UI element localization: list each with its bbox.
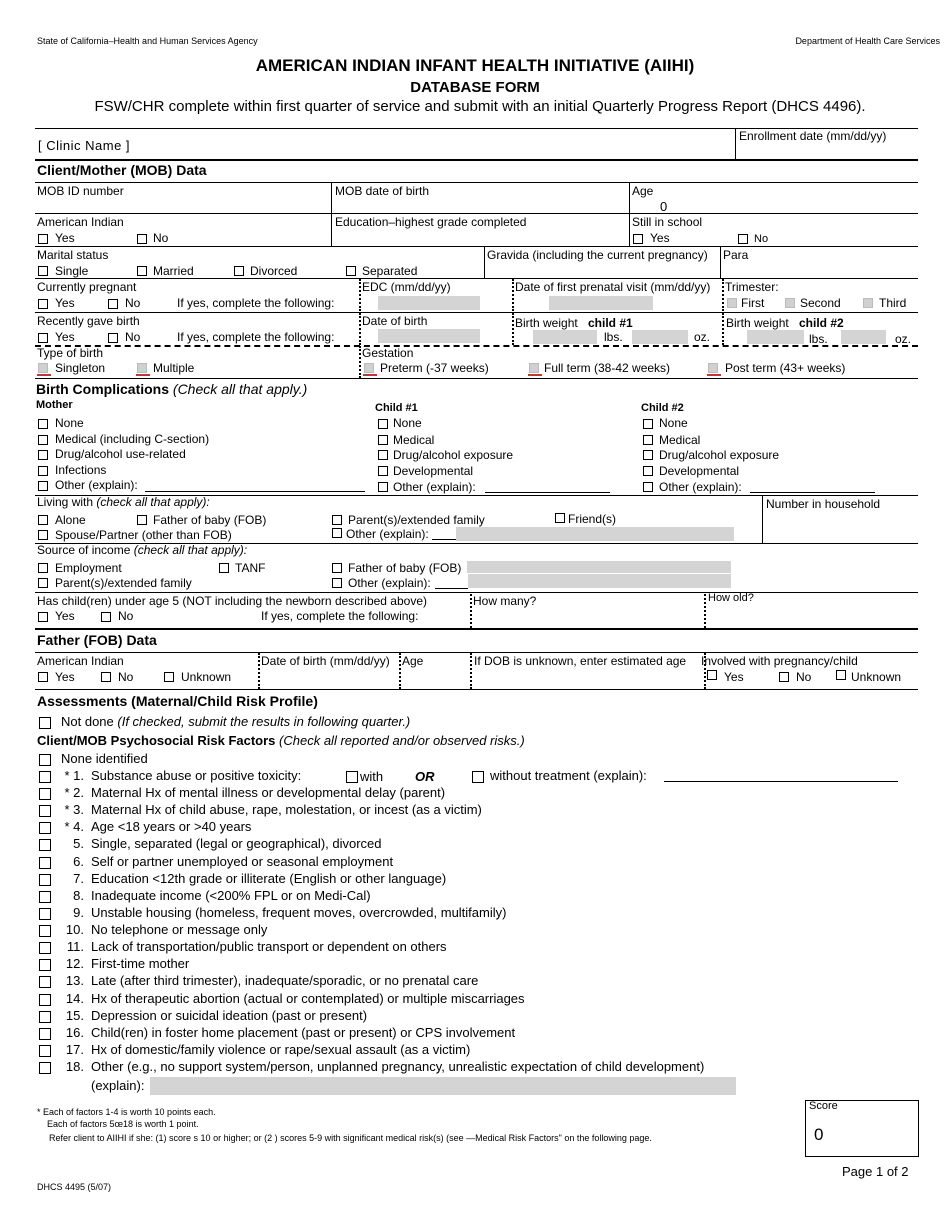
trimester-label: Trimester: <box>725 280 779 294</box>
mob-american-indian-label: American Indian <box>37 215 124 229</box>
marital-married-label: Married <box>153 264 194 278</box>
marital-status-label: Marital status <box>37 248 109 262</box>
preterm-checkbox[interactable] <box>364 363 374 373</box>
fob-ai-yes-checkbox[interactable] <box>38 672 48 682</box>
score-value: 0 <box>814 1125 824 1144</box>
child1-drug-label: Drug/alcohol exposure <box>393 448 514 462</box>
fob-ai-unknown-label: Unknown <box>181 670 232 684</box>
child1-medical-checkbox[interactable] <box>378 435 388 445</box>
household-label: Number in household <box>766 497 881 511</box>
risk-factor-7-number: 7. <box>73 871 84 886</box>
psych-heading <box>37 733 525 748</box>
trimester-third-checkbox[interactable] <box>863 298 873 308</box>
form-number: DHCS 4495 (5/07) <box>37 1182 112 1192</box>
psych-title: Client/MOB Psychosocial Risk Factors <box>37 733 276 748</box>
bw2-oz-label: oz. <box>895 332 912 346</box>
living-friends-label: Friend(s) <box>568 512 617 526</box>
child1-other-checkbox[interactable] <box>378 482 388 492</box>
mob-age-value[interactable]: 0 <box>660 199 668 214</box>
income-other-checkbox[interactable] <box>332 578 342 588</box>
edc-input[interactable] <box>378 296 480 310</box>
living-parents-label: Parent(s)/extended family <box>348 513 485 527</box>
child2-other-checkbox[interactable] <box>643 482 653 492</box>
bw2-label: Birth weight <box>726 316 789 330</box>
living-alone-checkbox[interactable] <box>38 515 48 525</box>
assessments-title: Assessments (Maternal/Child Risk Profile) <box>37 693 318 709</box>
child1-label: Child #1 <box>375 402 418 414</box>
living-other-explain-input[interactable] <box>456 527 734 541</box>
risk-factor-16-text: Child(ren) in foster home placement (past or present) or CPS involvement <box>91 1025 516 1040</box>
risk-factor-12-number: 12. <box>65 956 84 971</box>
trimester-first-label: First <box>741 296 765 310</box>
bw1-label: Birth weight <box>515 316 578 330</box>
fullterm-label: Full term (38-42 weeks) <box>544 361 671 375</box>
risk-factor-4-text: Age <18 years or >40 years <box>91 819 252 834</box>
child1-other-explain[interactable] <box>485 492 610 493</box>
income-fob-shade <box>467 561 731 573</box>
living-with-label: Living with <box>37 495 94 509</box>
income-tanf-checkbox[interactable] <box>219 563 229 573</box>
singleton-label: Singleton <box>55 361 106 375</box>
form-title: AMERICAN INDIAN INFANT HEALTH INITIATIVE (AIIHI) <box>255 56 695 75</box>
trimester-third-label: Third <box>879 296 907 310</box>
how-old-label: How old? <box>708 592 754 604</box>
risk-factor-13-number: 13. <box>65 973 84 988</box>
recent-birth-no-label: No <box>125 330 141 344</box>
child2-medical-label: Medical <box>659 433 701 447</box>
income-fob-label: Father of baby (FOB) <box>348 561 462 575</box>
risk-factor-15-text: Depression or suicidal ideation (past or present) <box>91 1008 368 1023</box>
how-many-label: How many? <box>473 594 537 608</box>
children-yes-label: Yes <box>55 609 75 623</box>
mob-ai-yes-checkbox[interactable] <box>38 234 48 244</box>
fob-dob-label: Date of birth (mm/dd/yy) <box>261 654 390 668</box>
fob-est-age-label: If DOB is unknown, enter estimated age <box>474 654 687 668</box>
not-done-note: (If checked, submit the results in following quarter.) <box>117 714 411 729</box>
recent-birth-yes-label: Yes <box>55 330 75 344</box>
preterm-label: Preterm (-37 weeks) <box>380 361 489 375</box>
trimester-first-checkbox[interactable] <box>727 298 737 308</box>
form-subtitle: DATABASE FORM <box>410 79 540 96</box>
risk-factor-17-number: 17. <box>65 1042 84 1057</box>
mob-id-label: MOB ID number <box>37 184 124 198</box>
page-number: Page 1 of 2 <box>842 1164 909 1179</box>
without-treatment-label: without treatment (explain): <box>490 768 647 783</box>
child2-label: Child #2 <box>641 402 684 414</box>
trimester-second-checkbox[interactable] <box>785 298 795 308</box>
children-label: Has child(ren) under age 5 (NOT including the newborn described above) <box>37 594 427 608</box>
clinic-name-field[interactable]: [ Clinic Name ] <box>38 138 131 153</box>
risk-factor-2-text: Maternal Hx of mental illness or developmental delay (parent) <box>91 785 446 800</box>
recent-birth-if-yes: If yes, complete the following: <box>177 330 335 344</box>
date-of-birth-label: Date of birth <box>362 314 428 328</box>
psych-note: (Check all reported and/or observed risks.) <box>279 733 525 748</box>
mother-medical-checkbox[interactable] <box>38 435 48 445</box>
mother-other-label: Other (explain): <box>55 478 138 492</box>
child2-none-checkbox[interactable] <box>643 419 653 429</box>
without-treatment-explain[interactable] <box>664 781 898 782</box>
pregnant-yes-label: Yes <box>55 296 75 310</box>
living-spouse-checkbox[interactable] <box>38 530 48 540</box>
still-in-school-label: Still in school <box>632 215 703 229</box>
bw2-child: child #2 <box>799 316 844 330</box>
none-identified-label: None identified <box>61 751 148 766</box>
without-treatment-checkbox[interactable] <box>472 771 484 783</box>
risk-factor-9-number: 9. <box>73 905 84 920</box>
education-label: Education–highest grade completed <box>335 215 527 229</box>
fob-section-title: Father (FOB) Data <box>37 632 157 648</box>
or-label: OR <box>415 769 435 784</box>
footer-note-3: Refer client to AIIHI if she: (1) score s 10 or higher; or (2 ) scores 5-9 with significant medical risk(s) (see —Medical Risk Factors" on the following page. <box>49 1133 652 1143</box>
postterm-checkbox[interactable] <box>708 363 718 373</box>
fob-ai-no-checkbox[interactable] <box>101 672 111 682</box>
fob-involved-yes-label: Yes <box>724 670 744 684</box>
income-tanf-label: TANF <box>235 561 266 575</box>
risk-factor-11-number: 11. <box>66 939 84 954</box>
marital-divorced-label: Divorced <box>250 264 298 278</box>
mother-infections-checkbox[interactable] <box>38 466 48 476</box>
fob-involved-unknown-label: Unknown <box>851 670 902 684</box>
risk-factor-7-text: Education <12th grade or illiterate (English or other language) <box>91 871 447 886</box>
risk-factor-15-number: 15. <box>65 1008 84 1023</box>
risk-factor-9-text: Unstable housing (homeless, frequent moves, overcrowded, multifamily) <box>91 905 507 920</box>
children-no-checkbox[interactable] <box>101 612 111 622</box>
gestation-label: Gestation <box>362 346 414 360</box>
fob-involved-label: Involved with pregnancy/child <box>701 654 858 668</box>
not-done-row <box>61 714 410 729</box>
mother-none-checkbox[interactable] <box>38 419 48 429</box>
pregnant-label: Currently pregnant <box>37 280 137 294</box>
with-treatment-checkbox[interactable] <box>346 771 358 783</box>
pregnant-no-label: No <box>125 296 141 310</box>
income-parents-label: Parent(s)/extended family <box>55 576 192 590</box>
child1-developmental-label: Developmental <box>393 464 474 478</box>
risk-factor-1-number: * 1. <box>64 768 84 783</box>
risk-factor-10-number: 10. <box>65 922 84 937</box>
recent-birth-label: Recently gave birth <box>37 314 140 328</box>
risk-factor-1-text: Substance abuse or positive toxicity: <box>91 768 302 783</box>
income-other-label: Other (explain): <box>348 576 431 590</box>
risk-factor-14-text: Hx of therapeutic abortion (actual or contemplated) or multiple miscarriages <box>91 991 525 1006</box>
living-alone-label: Alone <box>55 513 86 527</box>
mob-ai-no-label: No <box>153 231 169 245</box>
living-friends-checkbox[interactable] <box>555 513 565 523</box>
risk-factor-4-number: * 4. <box>64 819 84 834</box>
child2-other-explain[interactable] <box>750 492 875 493</box>
living-other-label: Other (explain): <box>346 527 429 541</box>
child1-none-label: None <box>393 416 422 430</box>
marital-married-checkbox[interactable] <box>137 266 147 276</box>
school-yes-label: Yes <box>650 231 670 245</box>
mother-none-label: None <box>55 416 84 430</box>
multiple-checkbox[interactable] <box>137 363 147 373</box>
risk-factor-8-text: Inadequate income (<200% FPL or on Medi-Cal) <box>91 888 371 903</box>
income-fob-checkbox[interactable] <box>332 563 342 573</box>
risk-factor-2-number: * 2. <box>64 785 84 800</box>
child1-none-checkbox[interactable] <box>378 419 388 429</box>
bw2-oz-input[interactable] <box>841 330 886 344</box>
other-explain-input[interactable] <box>150 1077 736 1095</box>
risk-factor-14-number: 14. <box>65 991 84 1006</box>
income-note: (check all that apply): <box>133 543 248 557</box>
risk-factor-10-text: No telephone or message only <box>91 922 268 937</box>
child2-none-label: None <box>659 416 688 430</box>
other-explain-label: (explain): <box>91 1078 145 1093</box>
mother-medical-label: Medical (including C-section) <box>55 432 210 446</box>
child2-drug-checkbox[interactable] <box>643 450 653 460</box>
mother-drug-checkbox[interactable] <box>38 450 48 460</box>
mother-label: Mother <box>36 399 73 411</box>
fob-ai-no-label: No <box>118 670 134 684</box>
edc-label: EDC (mm/dd/yy) <box>362 280 451 294</box>
risk-factor-3-number: * 3. <box>64 802 84 817</box>
mother-other-checkbox[interactable] <box>38 481 48 491</box>
risk-factor-6-number: 6. <box>73 854 84 869</box>
child2-drug-label: Drug/alcohol exposure <box>659 448 780 462</box>
complications-title: Birth Complications <box>36 381 170 397</box>
pregnant-yes-checkbox[interactable] <box>38 299 48 309</box>
income-employment-label: Employment <box>55 561 122 575</box>
singleton-checkbox[interactable] <box>38 363 48 373</box>
children-if-yes: If yes, complete the following: <box>261 609 419 623</box>
child1-other-label: Other (explain): <box>393 480 476 494</box>
risk-factor-6-text: Self or partner unemployed or seasonal employment <box>91 854 394 869</box>
income-other-explain-input[interactable] <box>468 574 731 588</box>
bw1-lbs-label: lbs. <box>604 330 623 344</box>
risk-factor-8-number: 8. <box>73 888 84 903</box>
risk-factor-11-text: Lack of transportation/public transport or dependent on others <box>91 939 447 954</box>
none-identified-checkbox[interactable] <box>39 754 51 766</box>
fullterm-checkbox[interactable] <box>529 363 539 373</box>
recent-birth-no-checkbox[interactable] <box>108 333 118 343</box>
risk-factor-18-number: 18. <box>65 1059 84 1074</box>
not-done-checkbox[interactable] <box>39 717 51 729</box>
school-yes-checkbox[interactable] <box>633 234 643 244</box>
risk-factor-18-text: Other (e.g., no support system/person, unplanned pregnancy, unrealistic expectation of child development) <box>91 1059 705 1074</box>
fob-ai-label: American Indian <box>37 654 124 668</box>
agency-left: State of California–Health and Human Services Agency <box>37 36 258 46</box>
marital-separated-checkbox[interactable] <box>346 266 356 276</box>
fob-involved-yes-checkbox[interactable] <box>707 670 717 680</box>
footer-note-1: * Each of factors 1-4 is worth 10 points each. <box>37 1107 216 1117</box>
recent-birth-yes-checkbox[interactable] <box>38 333 48 343</box>
risk-factor-5-text: Single, separated (legal or geographical), divorced <box>91 836 382 851</box>
para-label: Para <box>723 248 749 262</box>
complications-heading <box>36 381 307 398</box>
marital-single-label: Single <box>55 264 89 278</box>
fob-ai-unknown-checkbox[interactable] <box>164 672 174 682</box>
bw2-lbs-label: lbs. <box>809 332 828 346</box>
mob-ai-yes-label: Yes <box>55 231 75 245</box>
mob-ai-no-checkbox[interactable] <box>137 234 147 244</box>
living-parents-checkbox[interactable] <box>332 515 342 525</box>
postterm-label: Post term (43+ weeks) <box>725 361 846 375</box>
marital-single-checkbox[interactable] <box>38 266 48 276</box>
fob-involved-no-checkbox[interactable] <box>779 672 789 682</box>
mob-section-title: Client/Mother (MOB) Data <box>37 162 207 178</box>
trimester-second-label: Second <box>800 296 841 310</box>
fob-ai-yes-label: Yes <box>55 670 75 684</box>
not-done-label: Not done <box>61 714 114 729</box>
living-other-checkbox[interactable] <box>332 528 342 538</box>
bw2-lbs-input[interactable] <box>747 330 804 344</box>
risk-factor-16-number: 16. <box>65 1025 84 1040</box>
bw1-lbs-input[interactable] <box>533 330 597 344</box>
multiple-label: Multiple <box>153 361 195 375</box>
complications-note: (Check all that apply.) <box>172 381 308 397</box>
risk-factor-3-text: Maternal Hx of child abuse, rape, molestation, or incest (as a victim) <box>91 802 482 817</box>
fob-involved-no-label: No <box>796 670 812 684</box>
mob-dob-label: MOB date of birth <box>335 184 430 198</box>
date-of-birth-input[interactable] <box>378 329 480 343</box>
form-instruction: FSW/CHR complete within first quarter of service and submit with an initial Quarterly Progress Report (DHCS 4496). <box>94 98 866 115</box>
mother-infections-label: Infections <box>55 463 107 477</box>
child2-developmental-label: Developmental <box>659 464 740 478</box>
with-label: with <box>360 769 384 784</box>
bw1-oz-input[interactable] <box>632 330 688 344</box>
prenatal-visit-input[interactable] <box>549 296 653 310</box>
living-spouse-label: Spouse/Partner (other than FOB) <box>55 528 232 542</box>
income-employment-checkbox[interactable] <box>38 563 48 573</box>
bw1-child: child #1 <box>588 316 633 330</box>
mob-age-label: Age <box>632 184 654 198</box>
children-no-label: No <box>118 609 134 623</box>
type-of-birth-label: Type of birth <box>37 346 104 360</box>
child1-developmental-checkbox[interactable] <box>378 466 388 476</box>
mother-other-explain[interactable] <box>145 491 365 492</box>
score-label: Score <box>809 1100 838 1112</box>
fob-involved-unknown-checkbox[interactable] <box>836 670 846 680</box>
risk-factor-5-number: 5. <box>73 836 84 851</box>
mother-drug-label: Drug/alcohol use-related <box>55 447 186 461</box>
child1-medical-label: Medical <box>393 433 435 447</box>
footer-note-2: Each of factors 5œ18 is worth 1 point. <box>47 1119 199 1129</box>
school-no-label: No <box>754 233 769 245</box>
gravida-label: Gravida (including the current pregnancy) <box>487 248 708 262</box>
agency-right: Department of Health Care Services <box>795 36 940 46</box>
risk-factor-12-text: First-time mother <box>91 956 190 971</box>
risk-factor-17-text: Hx of domestic/family violence or rape/sexual assault (as a victim) <box>91 1042 471 1057</box>
pregnant-no-checkbox[interactable] <box>108 299 118 309</box>
marital-separated-label: Separated <box>362 264 418 278</box>
enrollment-date-label: Enrollment date (mm/dd/yy) <box>739 129 887 143</box>
income-heading <box>37 543 247 557</box>
income-label: Source of income <box>37 543 131 557</box>
living-fob-label: Father of baby (FOB) <box>153 513 267 527</box>
child2-developmental-checkbox[interactable] <box>643 466 653 476</box>
children-yes-checkbox[interactable] <box>38 612 48 622</box>
living-with-note: (check all that apply): <box>96 495 210 509</box>
marital-divorced-checkbox[interactable] <box>234 266 244 276</box>
prenatal-visit-label: Date of first prenatal visit (mm/dd/yy) <box>515 280 711 294</box>
pregnant-if-yes: If yes, complete the following: <box>177 296 335 310</box>
risk-factor-13-text: Late (after third trimester), inadequate/sporadic, or no prenatal care <box>91 973 479 988</box>
living-with-heading <box>37 495 210 509</box>
child2-other-label: Other (explain): <box>659 480 742 494</box>
fob-age-label: Age <box>402 654 424 668</box>
child1-drug-checkbox[interactable] <box>378 450 388 460</box>
bw1-oz-label: oz. <box>694 330 711 344</box>
child2-medical-checkbox[interactable] <box>643 435 653 445</box>
school-no-checkbox[interactable] <box>738 234 748 244</box>
income-parents-checkbox[interactable] <box>38 578 48 588</box>
living-fob-checkbox[interactable] <box>137 515 147 525</box>
